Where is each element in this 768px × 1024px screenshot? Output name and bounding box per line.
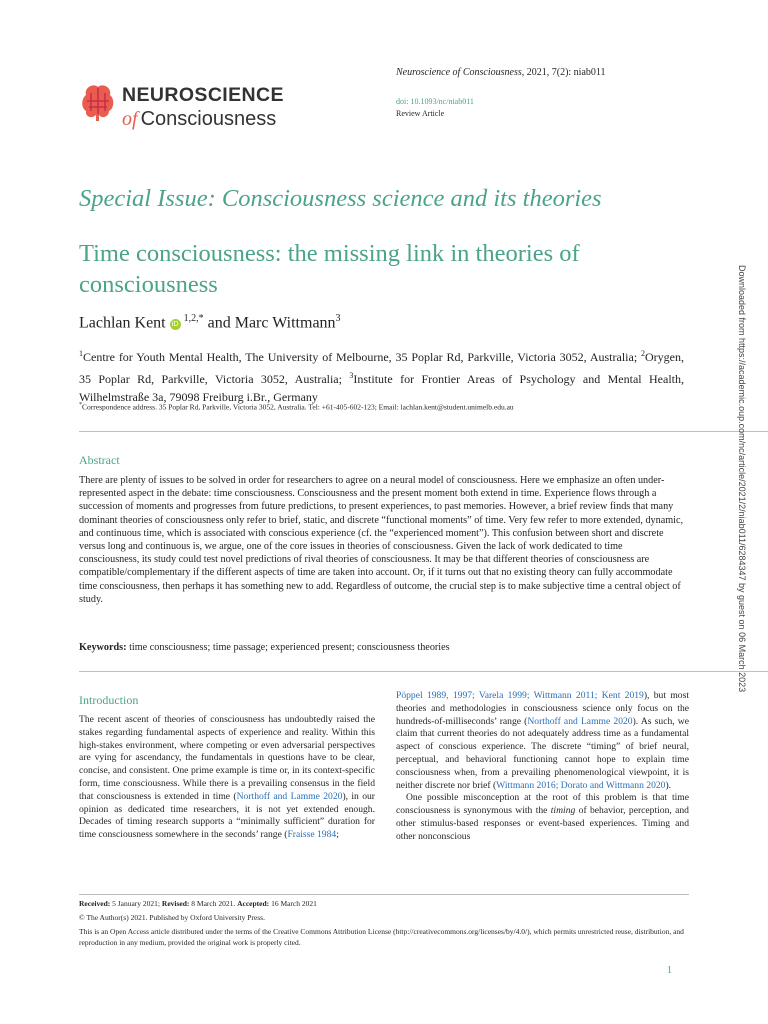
page-number: 1 <box>667 965 672 976</box>
logo-word-neuroscience: NEUROSCIENCE <box>122 84 284 106</box>
body-column-right <box>396 690 689 844</box>
special-issue-title: Special Issue: Consciousness science and its theories <box>79 185 602 212</box>
paragraph: Pöppel 1989, 1997; Varela 1999; Wittmann 2011; Kent 2019), but most theories and methodologies in consciousness science only focus on the hundreds-of-milliseconds’ range (Northoff and Lamme 2020). As such, we claim that current theories do not adequately address time as a fundamental aspect of conscious experience. The discrete “timing” of brief neural, perceptual, and behavioral functioning cannot hope to explain time consciousness when, from a prevailing phenomenological viewpoint, it is neither discrete nor brief (Wittmann 2016; Dorato and Wittmann 2020). <box>396 690 689 791</box>
author-list: Lachlan Kent $iD^{1,2,*}$ and Marc Wittmann$^3$ <box>79 313 341 332</box>
copyright-notice: © The Author(s) 2021. Published by Oxford University Press. <box>79 913 265 922</box>
paragraph: The recent ascent of theories of consciousness has undoubtedly raised the stakes regarding fundamental aspects of experience and reality. Within this high-stakes environment, where competing or even adversarial perspectives are vying for ascendancy, the fundamentals in questions have to be clear, concise, and consistent. One prime example is time or, in its context-specific form, time consciousness. While there is a prevailing consensus in the field that consciousness is extended in time (Northoff and Lamme 2020), in our opinion as dedicated time researchers, it is not yet extended enough. Decades of timing research supports a “minimally sufficient” duration for time consciousness somewhere in the seconds’ range (Fraisse 1984; <box>79 714 375 841</box>
citation-link[interactable]: Northoff and Lamme 2020 <box>527 715 633 727</box>
article-type: Review Article <box>396 109 445 118</box>
journal-logo <box>80 81 295 131</box>
paragraph: One possible misconception at the root of this problem is that time consciousness is synonymous with the timing of behavior, perception, and other stimulus-based responses or event-based experiences. Timing and other nonconscious <box>396 792 689 842</box>
article-dates: Received: 5 January 2021; Revised: 8 March 2021. Accepted: 16 March 2021 <box>79 899 317 908</box>
citation-link[interactable]: Fraisse 1984 <box>287 829 337 841</box>
body-column-left <box>79 714 375 842</box>
orcid-icon[interactable]: iD <box>170 319 181 330</box>
article-title: Time consciousness: the missing link in theories of consciousness <box>79 240 580 298</box>
doi-link[interactable]: doi: 10.1093/nc/niab011 <box>396 97 474 106</box>
introduction-heading: Introduction <box>79 693 139 707</box>
abstract-heading: Abstract <box>79 453 120 467</box>
citation-link[interactable]: Wittmann 2016; Dorato and Wittmann 2020 <box>496 779 666 791</box>
citation-link[interactable]: Northoff and Lamme 2020 <box>236 790 343 802</box>
license-notice: This is an Open Access article distributed under the terms of the Creative Commons Attribution License (http://creativecommons.org/licenses/by/4.0/), which permits unrestricted reuse, distribution, and reproduction in any medium, provided the original work is properly cited. <box>79 927 684 947</box>
footer-divider <box>79 894 689 895</box>
abstract-text: There are plenty of issues to be solved in order for researchers to agree on a neural model of consciousness. Here we emphasize an often under-represented aspect in the debate: time consciousness. Consciousness and the present moment both extend in time. Experience flows through a succession of moments and progresses from future predictions, to present experiences, to past memories. However, a brief review finds that many dominant theories of consciousness only refer to brief, static, and discrete “functional moments” of time. Very few refer to more extended, dynamic, and continuous time, which is associated with conscious experience (cf. the “experienced moment”). This confusion between short and discrete versus long and continuous is, we argue, one of the core issues in theories of consciousness. Given the lack of work dedicated to time consciousness, its study could test novel predictions of rival theories of consciousness. It may be that different theories of consciousness are compatible/complementary if the different aspects of time are taken into account. Or, if it turns out that no existing theory can fully accommodate time consciousness, then perhaps it has something new to add. Regardless of outcome, the crucial step is to make subjective time a central object of study. <box>79 475 684 605</box>
author-name: and Marc Wittmann <box>203 314 336 332</box>
author-name: Lachlan Kent <box>79 314 166 332</box>
keywords: Keywords: time consciousness; time passage; experienced present; consciousness theories <box>79 642 450 653</box>
divider <box>79 671 768 672</box>
journal-citation: Neuroscience of Consciousness, 2021, 7(2): niab011 <box>396 67 606 78</box>
download-watermark: Downloaded from https://academic.oup.com/nc/article/2021/2/niab011/6284347 by guest on 06 March 2023 <box>737 265 747 693</box>
brain-logo-icon <box>80 83 116 123</box>
logo-word-consciousness: of Consciousness <box>122 108 277 130</box>
divider <box>79 431 768 432</box>
citation-link[interactable]: Pöppel 1989, 1997; Varela 1999; Wittmann 2011; Kent 2019 <box>396 690 644 701</box>
correspondence-address: *Correspondence address. 35 Poplar Rd, Parkville, Victoria 3052, Australia. Tel: +61-405-602-123; Email: lachlan.kent@student.unimelb.edu.au <box>79 402 514 412</box>
affiliations: $^1$Centre for Youth Mental Health, The University of Melbourne, 35 Poplar Rd, Parkville, Victoria 3052, Australia; $^2$Orygen, 35 Poplar Rd, Parkville, Victoria 3052, Australia; $^3$Institute for Frontier Areas of Psychology and Mental Health, Wilhelmstraße 3a, 79098 Freiburg i.Br., Germany <box>79 349 684 404</box>
